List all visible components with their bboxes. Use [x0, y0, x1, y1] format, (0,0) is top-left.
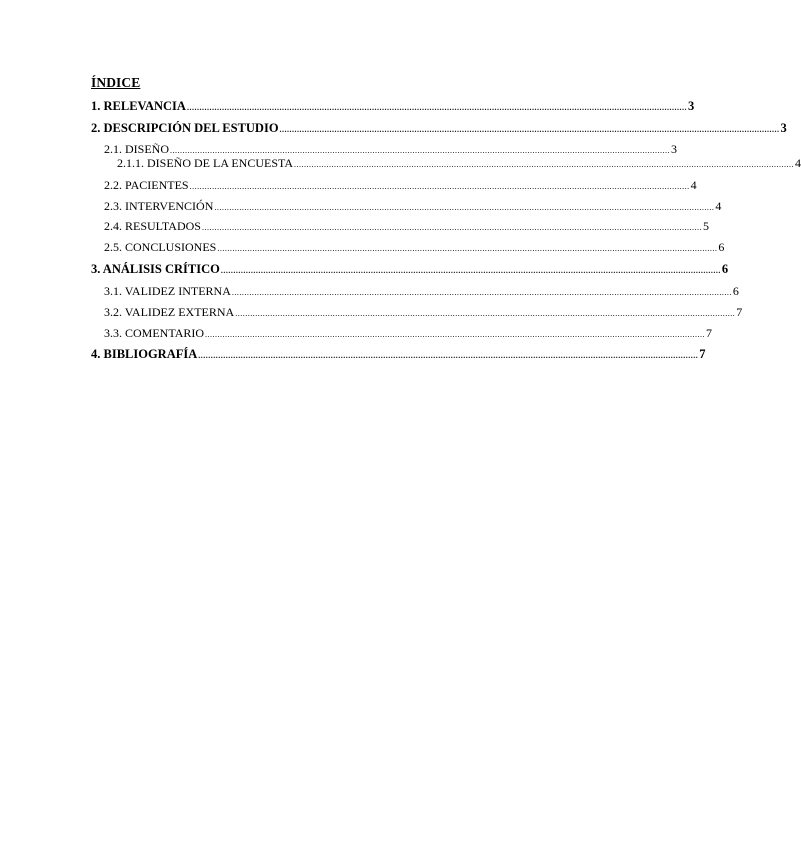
- toc-entry-page: 7: [736, 305, 743, 319]
- toc-entry-descripcion-del-estudio[interactable]: [91, 121, 787, 136]
- toc-dot-leader: ........................................................................................................................................................................................................: [170, 146, 670, 155]
- toc-dot-leader: ........................................................................................................................................................................................................: [198, 351, 699, 360]
- toc-dot-leader: ........................................................................................................................................................................................................: [235, 309, 736, 318]
- toc-entry-label: 2.2. PACIENTES: [104, 178, 189, 192]
- toc-dot-leader: ........................................................................................................................................................................................................: [231, 288, 732, 297]
- toc-entry-resultados[interactable]: [104, 219, 709, 234]
- toc-dot-leader: ........................................................................................................................................................................................................: [201, 223, 702, 232]
- toc-dot-leader: ........................................................................................................................................................................................................: [205, 330, 706, 339]
- toc-entry-pacientes[interactable]: [104, 178, 697, 193]
- toc-entry-label: 4. BIBLIOGRAFÍA: [91, 347, 198, 361]
- toc-dot-leader: ........................................................................................................................................................................................................: [294, 160, 795, 169]
- toc-dot-leader: ........................................................................................................................................................................................................: [214, 203, 715, 212]
- toc-entry-intervencion[interactable]: [104, 199, 722, 214]
- toc-entry-label: 2.1.1. DISEÑO DE LA ENCUESTA: [117, 156, 294, 170]
- toc-entry-label: 2.1. DISEÑO: [104, 142, 169, 156]
- toc-entry-analisis-critico[interactable]: [91, 262, 729, 277]
- toc-entry-label: 1. RELEVANCIA: [91, 99, 186, 113]
- toc-entry-conclusiones[interactable]: [104, 240, 725, 255]
- toc-entry-label: 2.3. INTERVENCIÓN: [104, 199, 214, 213]
- toc-entry-page: 7: [706, 326, 713, 340]
- toc-entry-page: 3: [780, 121, 787, 135]
- toc-entry-page: 6: [732, 284, 739, 298]
- toc-dot-leader: ........................................................................................................................................................................................................: [186, 103, 687, 112]
- toc-entry-page: 7: [699, 347, 706, 361]
- toc-dot-leader: ........................................................................................................................................................................................................: [279, 125, 780, 134]
- toc-entry-label: 3. ANÁLISIS CRÍTICO: [91, 262, 220, 276]
- toc-entry-bibliografia[interactable]: [91, 347, 706, 362]
- toc-entry-diseno-de-la-encuesta[interactable]: [117, 156, 801, 171]
- toc-entry-label: 2.4. RESULTADOS: [104, 219, 201, 233]
- toc-dot-leader: ........................................................................................................................................................................................................: [217, 244, 718, 253]
- toc-entry-page: 4: [715, 199, 722, 213]
- toc-entry-label: 3.2. VALIDEZ EXTERNA: [104, 305, 235, 319]
- toc-entry-label: 2. DESCRIPCIÓN DEL ESTUDIO: [91, 121, 279, 135]
- toc-entry-validez-externa[interactable]: [104, 305, 743, 320]
- toc-dot-leader: ........................................................................................................................................................................................................: [189, 182, 690, 191]
- toc-entry-page: 3: [687, 99, 695, 113]
- toc-entry-page: 4: [690, 178, 697, 192]
- toc-entry-comentario[interactable]: [104, 326, 713, 341]
- toc-entry-diseno[interactable]: [104, 142, 677, 157]
- toc-title: ÍNDICE: [91, 75, 141, 90]
- toc-entry-label: 3.3. COMENTARIO: [104, 326, 205, 340]
- toc-dot-leader: ........................................................................................................................................................................................................: [220, 266, 721, 275]
- toc-entry-page: 6: [718, 240, 725, 254]
- toc-entry-page: 6: [721, 262, 729, 276]
- toc-entry-page: 4: [795, 156, 801, 170]
- toc-entry-label: 2.5. CONCLUSIONES: [104, 240, 217, 254]
- toc-entry-relevancia[interactable]: [91, 99, 695, 114]
- toc-entry-validez-interna[interactable]: [104, 284, 739, 299]
- toc-entry-label: 3.1. VALIDEZ INTERNA: [104, 284, 231, 298]
- toc-entry-page: 3: [671, 142, 677, 156]
- toc-entry-page: 5: [702, 219, 709, 233]
